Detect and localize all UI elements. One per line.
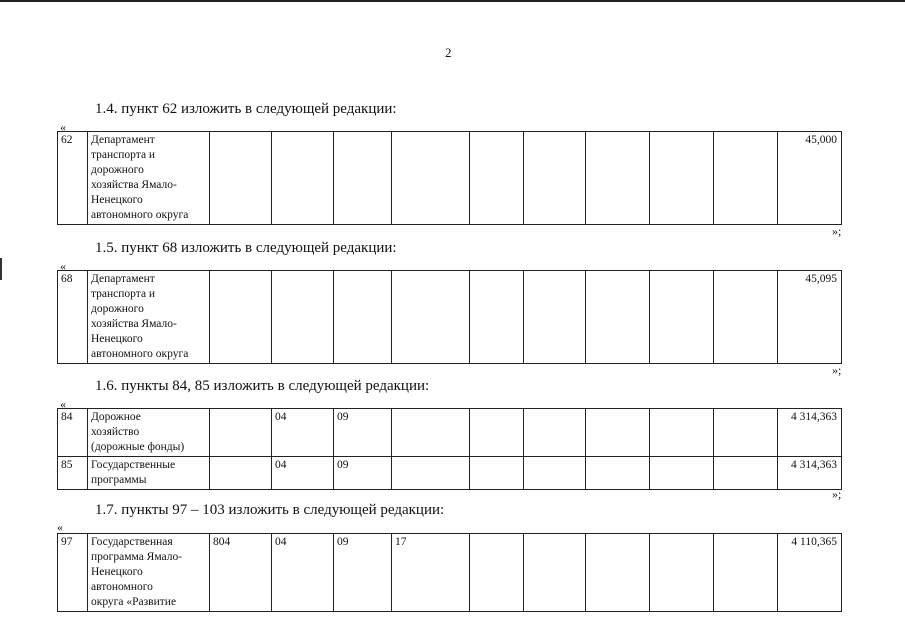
name-line: программа Ямало-	[91, 551, 183, 563]
empty-cell	[714, 457, 778, 490]
name-line: дорожного	[91, 303, 144, 315]
table-row	[58, 534, 842, 612]
name-line: Дорожное	[91, 411, 141, 423]
empty-cell	[334, 271, 392, 364]
empty-cell	[586, 409, 650, 457]
empty-cell	[470, 534, 524, 612]
empty-cell	[650, 271, 714, 364]
program-code-cell	[392, 409, 470, 457]
row-number: 97	[58, 534, 88, 612]
close-quote: »;	[832, 363, 842, 377]
empty-cell	[714, 132, 778, 225]
section-heading-1-7: 1.7. пункты 97 – 103 изложить в следующей редакции:	[95, 502, 445, 518]
subsection-code-cell: 09	[334, 534, 392, 612]
open-quote: «	[60, 259, 66, 273]
name-line: Департамент	[91, 273, 155, 285]
empty-cell	[650, 132, 714, 225]
program-code-cell	[392, 457, 470, 490]
name-line: хозяйства Ямало-	[91, 179, 177, 191]
open-quote: «	[60, 397, 66, 411]
name-line: Государственная	[91, 536, 173, 548]
name-line: округа «Развитие	[91, 596, 177, 608]
empty-cell	[650, 409, 714, 457]
empty-cell	[210, 271, 272, 364]
empty-cell	[334, 132, 392, 225]
name-line: хозяйство	[91, 426, 140, 438]
admin-code-cell: 804	[210, 534, 272, 612]
close-quote: »;	[832, 224, 842, 238]
name-line: Департамент	[91, 134, 155, 146]
amendment-table-97-103	[57, 533, 842, 612]
empty-cell	[470, 271, 524, 364]
row-value: 45,095	[778, 271, 842, 364]
section-heading-1-4: 1.4. пункт 62 изложить в следующей редакции:	[95, 101, 397, 117]
empty-cell	[272, 271, 334, 364]
row-name	[88, 534, 210, 612]
close-quote: »;	[832, 487, 842, 501]
section-heading-1-5: 1.5. пункт 68 изложить в следующей редакции:	[95, 240, 397, 256]
table-row	[58, 409, 842, 457]
empty-cell	[524, 534, 586, 612]
row-name	[88, 132, 210, 225]
name-line: транспорта и	[91, 149, 156, 161]
name-line: автономного округа	[91, 209, 189, 221]
empty-cell	[524, 271, 586, 364]
admin-code-cell	[210, 409, 272, 457]
empty-cell	[470, 457, 524, 490]
subsection-code-cell: 09	[334, 457, 392, 490]
empty-cell	[272, 132, 334, 225]
empty-cell	[392, 271, 470, 364]
section-code-cell: 04	[272, 409, 334, 457]
section-code-cell: 04	[272, 534, 334, 612]
row-name	[88, 457, 210, 490]
row-name	[88, 271, 210, 364]
page-number: 2	[445, 45, 452, 60]
empty-cell	[586, 271, 650, 364]
table-row	[58, 457, 842, 490]
row-number: 68	[58, 271, 88, 364]
scan-edge-mark	[0, 258, 2, 280]
row-value: 45,000	[778, 132, 842, 225]
name-line: Государственные	[91, 459, 176, 471]
amendment-table-62	[57, 131, 842, 225]
name-line: Ненецкого	[91, 194, 143, 206]
empty-cell	[524, 132, 586, 225]
name-line: Ненецкого	[91, 333, 143, 345]
empty-cell	[714, 271, 778, 364]
row-name	[88, 409, 210, 457]
row-number: 62	[58, 132, 88, 225]
empty-cell	[714, 534, 778, 612]
name-line: дорожного	[91, 164, 144, 176]
empty-cell	[210, 132, 272, 225]
name-line: программы	[91, 474, 147, 486]
program-code-cell: 17	[392, 534, 470, 612]
empty-cell	[392, 132, 470, 225]
empty-cell	[586, 132, 650, 225]
name-line: автономного	[91, 581, 153, 593]
name-line: хозяйства Ямало-	[91, 318, 177, 330]
open-quote: «	[57, 520, 63, 534]
row-value: 4 314,363	[778, 457, 842, 490]
table-row	[58, 271, 842, 364]
empty-cell	[586, 457, 650, 490]
page-top-border	[0, 0, 905, 2]
empty-cell	[524, 409, 586, 457]
amendment-table-84-85	[57, 408, 842, 490]
name-line: автономного округа	[91, 348, 189, 360]
subsection-code-cell: 09	[334, 409, 392, 457]
name-line: Ненецкого	[91, 566, 143, 578]
amendment-table-68	[57, 270, 842, 364]
admin-code-cell	[210, 457, 272, 490]
name-line: транспорта и	[91, 288, 156, 300]
empty-cell	[714, 409, 778, 457]
section-code-cell: 04	[272, 457, 334, 490]
row-value: 4 110,365	[778, 534, 842, 612]
row-value: 4 314,363	[778, 409, 842, 457]
empty-cell	[650, 534, 714, 612]
row-number: 85	[58, 457, 88, 490]
empty-cell	[586, 534, 650, 612]
name-line: (дорожные фонды)	[91, 441, 185, 453]
row-number: 84	[58, 409, 88, 457]
empty-cell	[524, 457, 586, 490]
table-row	[58, 132, 842, 225]
open-quote: «	[60, 120, 66, 134]
empty-cell	[470, 132, 524, 225]
empty-cell	[470, 409, 524, 457]
empty-cell	[650, 457, 714, 490]
section-heading-1-6: 1.6. пункты 84, 85 изложить в следующей редакции:	[95, 378, 430, 394]
